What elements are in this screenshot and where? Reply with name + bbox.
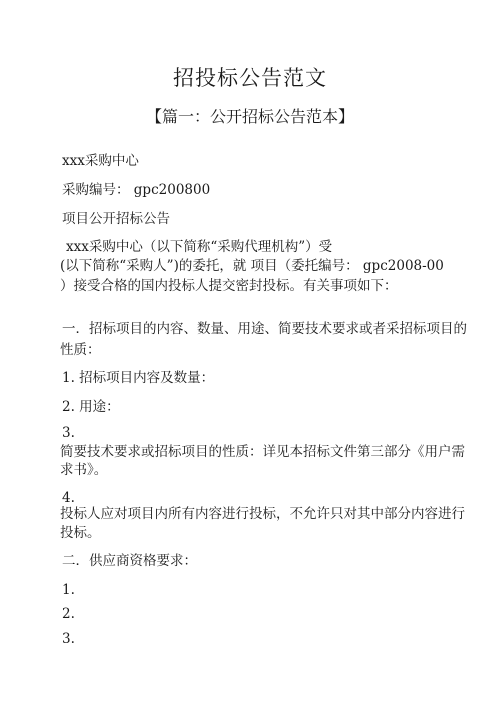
line-intro-2: (以下简称“采购人”)的委托，就 项目（委托编号： gpc2008-00	[60, 258, 444, 274]
item-1-4-text-cont: 投标。	[60, 525, 101, 541]
line-intro-3: ）接受合格的国内投标人提交密封投标。有关事项如下：	[60, 278, 398, 294]
section-2-heading: 二．供应商资格要求：	[62, 553, 197, 569]
line-notice-heading: 项目公开招标公告	[62, 211, 170, 227]
item-1-2: 2. 用途：	[62, 399, 120, 415]
section-1-heading: 一．招标项目的内容、数量、用途、简要技术要求或者采招标项目的	[62, 321, 467, 337]
item-1-4: 4.	[62, 490, 75, 506]
item-1-4-text: 投标人应对项目内所有内容进行投标，不允许只对其中部分内容进行	[60, 506, 465, 522]
item-2-1: 1.	[62, 582, 75, 598]
item-2-2: 2.	[62, 606, 75, 622]
line-purchasing-center: xxx采购中心	[62, 153, 139, 169]
item-2-3: 3.	[62, 631, 75, 647]
line-purchase-number: 采购编号： gpc200800	[62, 182, 211, 198]
item-1-3-text-cont: 求书》。	[60, 462, 108, 478]
section-1-heading-cont: 性质：	[60, 342, 101, 358]
document-subtitle: 【篇一：公开招标公告范本】	[145, 107, 354, 126]
item-1-3-text: 简要技术要求或招标项目的性质：详见本招标文件第三部分《用户需	[60, 444, 465, 460]
item-1-1: 1. 招标项目内容及数量：	[62, 370, 215, 386]
item-1-3: 3.	[62, 425, 75, 441]
line-intro-1: xxx采购中心（以下简称“采购代理机构”）受	[66, 239, 333, 255]
document-title: 招投标公告范文	[173, 66, 327, 90]
